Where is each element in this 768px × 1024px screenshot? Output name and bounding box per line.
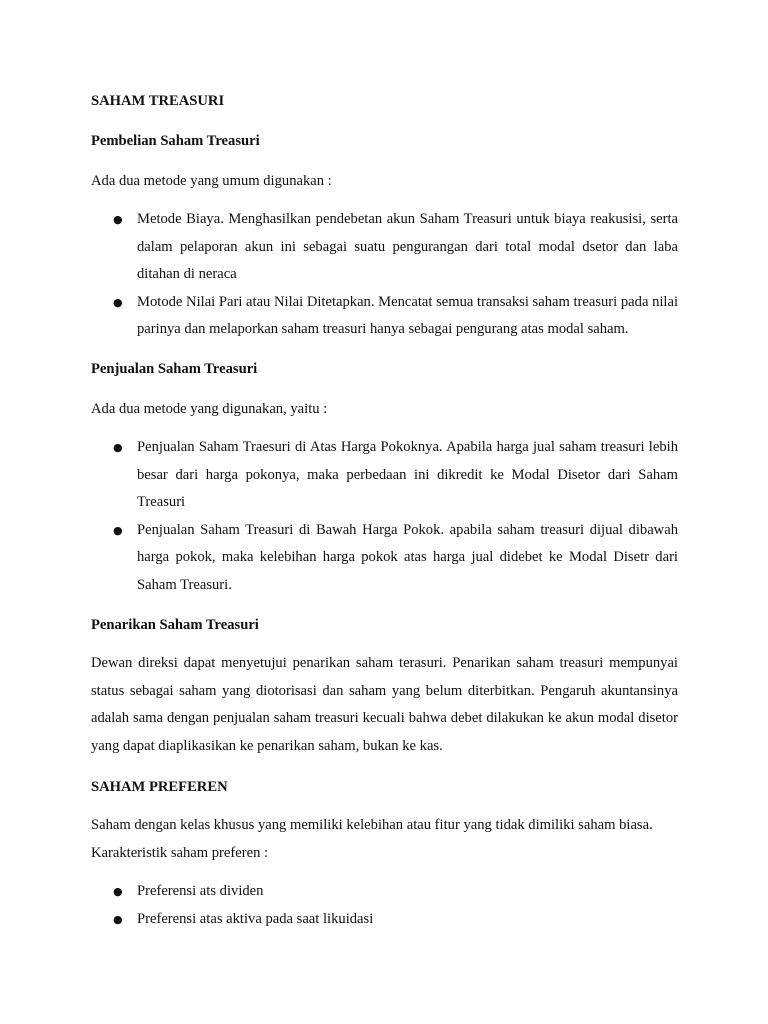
list-item-text: Penjualan Saham Treasuri di Bawah Harga Pokok. apabila saham treasuri dijual dibawah harga pokok, maka kelebihan harga pokok atas harga jual didebet ke Modal Disetr dari Saham Treasuri. — [137, 521, 678, 593]
list-item — [91, 906, 678, 934]
bullet-icon: ● — [113, 885, 123, 898]
section-intro-pembelian: Ada dua metode yang umum digunakan : — [91, 173, 332, 189]
section-heading-penarikan: Penarikan Saham Treasuri — [91, 617, 259, 633]
second-intro: Saham dengan kelas khusus yang memiliki kelebihan atau fitur yang tidak dimiliki saham biasa. Karakteristik saham preferen : — [91, 817, 653, 861]
bullet-icon: ● — [113, 523, 123, 537]
list-item-text: Metode Biaya. Menghasilkan pendebetan akun Saham Treasuri untuk biaya reakusisi, serta dalam pelaporan akun ini sebagai suatu pengurangan dari total modal dsetor dan laba ditahan di neraca — [137, 211, 678, 282]
section-intro-penjualan: Ada dua metode yang digunakan, yaitu : — [91, 401, 328, 417]
bullet-list-preferen — [91, 878, 678, 933]
list-item — [91, 434, 678, 517]
section-heading-penjualan: Penjualan Saham Treasuri — [91, 361, 258, 377]
list-item — [91, 206, 678, 289]
bullet-list-pembelian — [91, 206, 678, 344]
bullet-icon: ● — [113, 295, 123, 309]
document-title: SAHAM TREASURI — [91, 93, 225, 109]
bullet-list-penjualan — [91, 434, 678, 599]
list-item-text: Penjualan Saham Traesuri di Atas Harga Pokoknya. Apabila harga jual saham treasuri lebih besar dari harga pokonya, maka perbedaan ini dikredit ke Modal Disetor dari Saham Treasuri — [137, 439, 678, 510]
list-item-text: Preferensi ats dividen — [137, 883, 264, 899]
list-item — [91, 289, 678, 344]
list-item-text: Motode Nilai Pari atau Nilai Ditetapkan. Mencatat semua transaksi saham treasuri pada nilai parinya dan melaporkan saham treasuri hanya sebagai pengurang atas modal saham. — [137, 293, 679, 337]
bullet-icon: ● — [113, 912, 123, 926]
list-item-text: Preferensi atas aktiva pada saat likuidasi — [137, 910, 374, 927]
list-item — [91, 878, 678, 906]
section-paragraph-penarikan: Dewan direksi dapat menyetujui penarikan saham terasuri. Penarikan saham treasuri mempunyai status sebagai saham yang diotorisasi dan saham yang belum diterbitkan. Pengaruh akuntansinya adalah sama dengan penjualan saham treasuri kecuali bahwa debet dilakukan ke akun modal disetor yang dapat diaplikasikan ke penarikan saham, bukan ke kas. — [91, 655, 678, 754]
second-title: SAHAM PREFEREN — [91, 779, 228, 795]
bullet-icon: ● — [113, 441, 123, 454]
bullet-icon: ● — [113, 213, 123, 226]
list-item — [91, 517, 678, 600]
section-heading-pembelian: Pembelian Saham Treasuri — [91, 133, 260, 149]
